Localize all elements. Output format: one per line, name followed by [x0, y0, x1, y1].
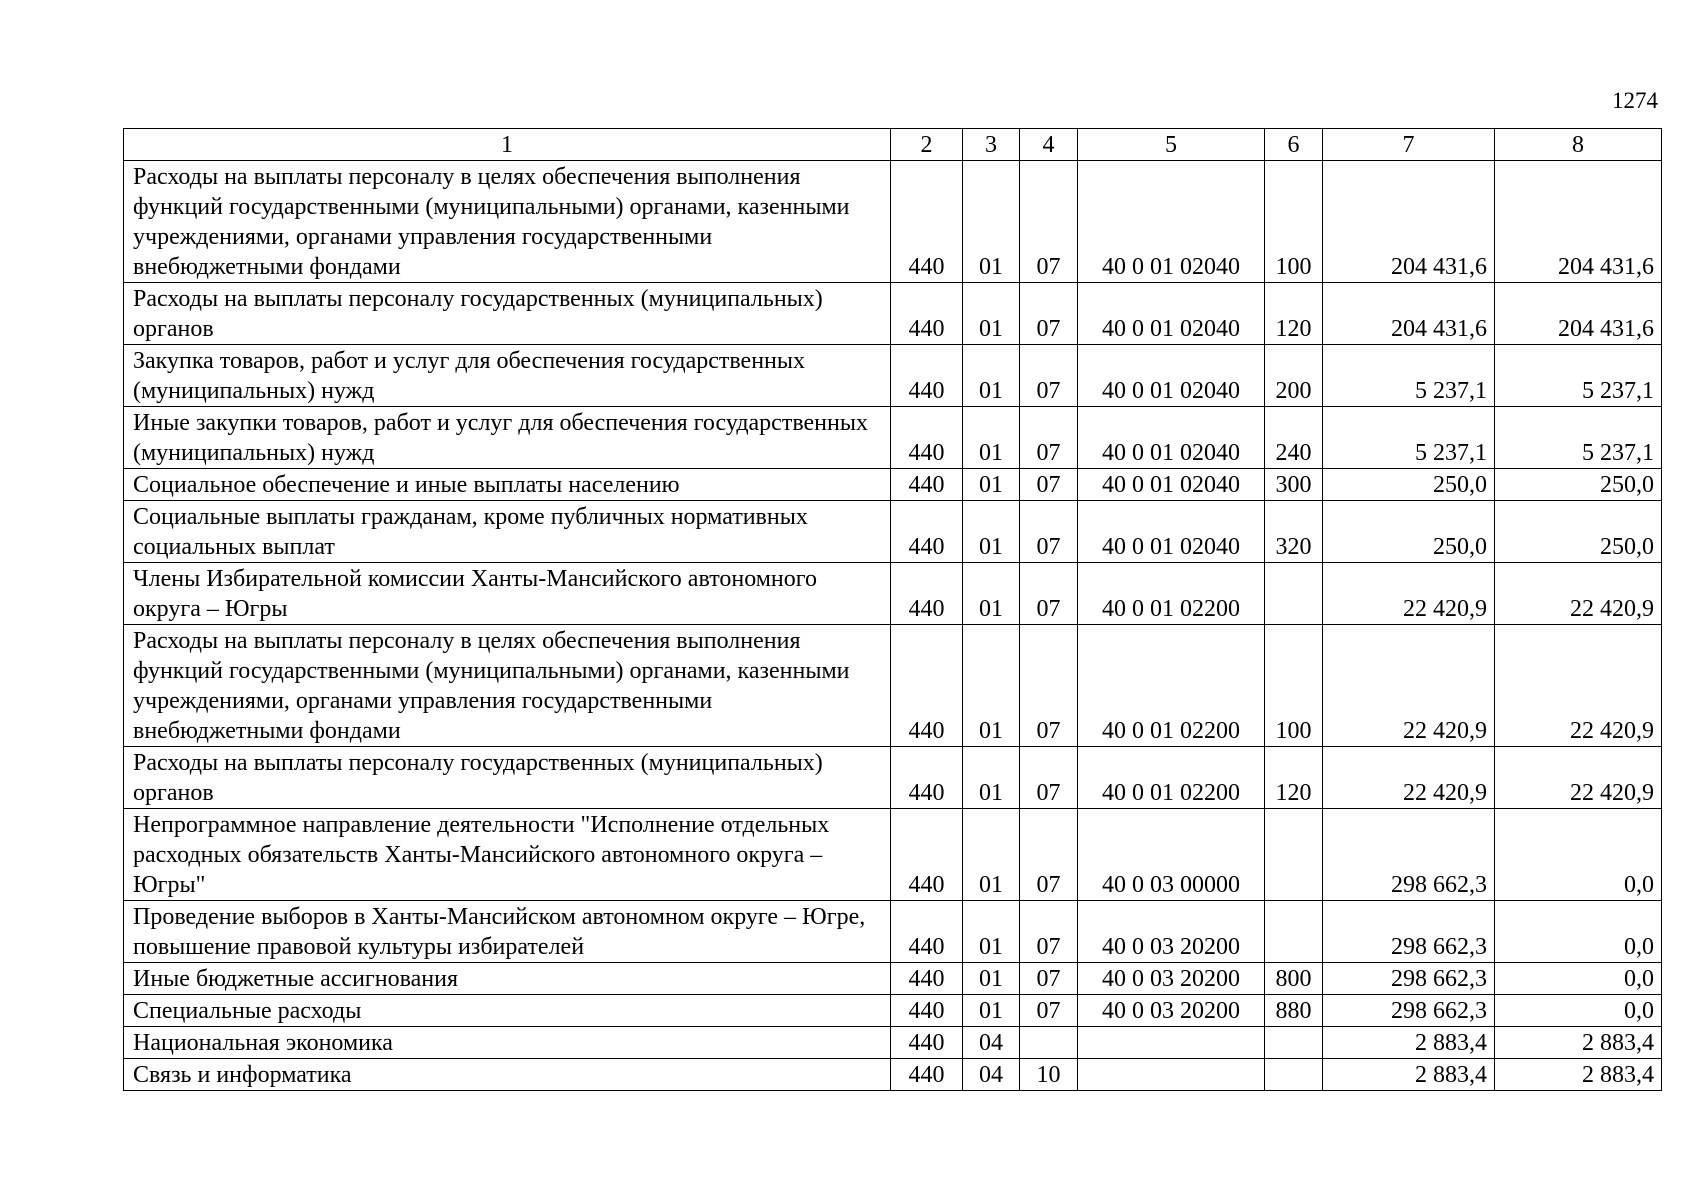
subsection-code-cell: 07: [1020, 345, 1078, 407]
subsection-code-cell: 07: [1020, 563, 1078, 625]
expense-type-cell: 100: [1265, 161, 1323, 283]
ministry-code-cell: 440: [891, 345, 963, 407]
column-header: 4: [1020, 129, 1078, 161]
table-row: [124, 963, 1662, 995]
target-article-cell: [1078, 1059, 1265, 1091]
table-row: [124, 407, 1662, 469]
row-name-cell: Расходы на выплаты персоналу в целях обеспечения выполнения функций государственными (муниципальными) органами, казенными учреждениями, органами управления государственными внебюджетными фондами: [124, 625, 891, 747]
row-name-cell: Члены Избирательной комиссии Ханты-Мансийского автономного округа – Югры: [124, 563, 891, 625]
amount-col7-cell: 298 662,3: [1323, 901, 1495, 963]
subsection-code-cell: 07: [1020, 995, 1078, 1027]
amount-col7-cell: 2 883,4: [1323, 1027, 1495, 1059]
expense-type-cell: [1265, 809, 1323, 901]
amount-col7-cell: 298 662,3: [1323, 963, 1495, 995]
section-code-cell: 04: [963, 1059, 1020, 1091]
section-code-cell: 01: [963, 963, 1020, 995]
subsection-code-cell: 07: [1020, 901, 1078, 963]
ministry-code-cell: 440: [891, 563, 963, 625]
ministry-code-cell: 440: [891, 747, 963, 809]
amount-col7-cell: 5 237,1: [1323, 345, 1495, 407]
table-row: [124, 809, 1662, 901]
target-article-cell: 40 0 01 02200: [1078, 563, 1265, 625]
column-header: 6: [1265, 129, 1323, 161]
section-code-cell: 01: [963, 407, 1020, 469]
amount-col7-cell: 22 420,9: [1323, 747, 1495, 809]
subsection-code-cell: 07: [1020, 625, 1078, 747]
amount-col8-cell: 2 883,4: [1495, 1027, 1662, 1059]
section-code-cell: 01: [963, 901, 1020, 963]
table-row: [124, 563, 1662, 625]
subsection-code-cell: [1020, 1027, 1078, 1059]
amount-col7-cell: 22 420,9: [1323, 563, 1495, 625]
subsection-code-cell: 07: [1020, 963, 1078, 995]
amount-col8-cell: 204 431,6: [1495, 161, 1662, 283]
amount-col7-cell: 204 431,6: [1323, 161, 1495, 283]
amount-col8-cell: 0,0: [1495, 995, 1662, 1027]
ministry-code-cell: 440: [891, 901, 963, 963]
table-row: [124, 345, 1662, 407]
section-code-cell: 01: [963, 625, 1020, 747]
table-row: [124, 625, 1662, 747]
row-name-cell: Специальные расходы: [124, 995, 891, 1027]
column-header: 8: [1495, 129, 1662, 161]
ministry-code-cell: 440: [891, 995, 963, 1027]
table-row: [124, 161, 1662, 283]
section-code-cell: 01: [963, 345, 1020, 407]
row-name-cell: Иные бюджетные ассигнования: [124, 963, 891, 995]
target-article-cell: 40 0 01 02040: [1078, 469, 1265, 501]
budget-table: [123, 128, 1662, 1091]
expense-type-cell: [1265, 563, 1323, 625]
ministry-code-cell: 440: [891, 963, 963, 995]
section-code-cell: 01: [963, 563, 1020, 625]
expense-type-cell: [1265, 901, 1323, 963]
target-article-cell: 40 0 03 20200: [1078, 963, 1265, 995]
expense-type-cell: 880: [1265, 995, 1323, 1027]
column-header: 2: [891, 129, 963, 161]
amount-col8-cell: 0,0: [1495, 809, 1662, 901]
row-name-cell: Национальная экономика: [124, 1027, 891, 1059]
table-row: [124, 469, 1662, 501]
expense-type-cell: [1265, 1027, 1323, 1059]
target-article-cell: 40 0 01 02040: [1078, 161, 1265, 283]
ministry-code-cell: 440: [891, 1027, 963, 1059]
expense-type-cell: 120: [1265, 747, 1323, 809]
ministry-code-cell: 440: [891, 161, 963, 283]
table-row: [124, 1059, 1662, 1091]
row-name-cell: Непрограммное направление деятельности "Исполнение отдельных расходных обязательств Ханты-Мансийского автономного округа – Югры": [124, 809, 891, 901]
expense-type-cell: 800: [1265, 963, 1323, 995]
row-name-cell: Иные закупки товаров, работ и услуг для обеспечения государственных (муниципальных) нужд: [124, 407, 891, 469]
ministry-code-cell: 440: [891, 407, 963, 469]
amount-col8-cell: 5 237,1: [1495, 407, 1662, 469]
target-article-cell: [1078, 1027, 1265, 1059]
target-article-cell: 40 0 01 02200: [1078, 625, 1265, 747]
target-article-cell: 40 0 01 02040: [1078, 283, 1265, 345]
subsection-code-cell: 07: [1020, 809, 1078, 901]
target-article-cell: 40 0 03 20200: [1078, 995, 1265, 1027]
amount-col8-cell: 0,0: [1495, 901, 1662, 963]
expense-type-cell: 120: [1265, 283, 1323, 345]
subsection-code-cell: 07: [1020, 161, 1078, 283]
amount-col7-cell: 204 431,6: [1323, 283, 1495, 345]
expense-type-cell: 300: [1265, 469, 1323, 501]
amount-col7-cell: 22 420,9: [1323, 625, 1495, 747]
row-name-cell: Расходы на выплаты персоналу государственных (муниципальных) органов: [124, 283, 891, 345]
column-header: 1: [124, 129, 891, 161]
column-header: 7: [1323, 129, 1495, 161]
ministry-code-cell: 440: [891, 501, 963, 563]
table-row: [124, 901, 1662, 963]
amount-col8-cell: 22 420,9: [1495, 747, 1662, 809]
section-code-cell: 01: [963, 995, 1020, 1027]
ministry-code-cell: 440: [891, 1059, 963, 1091]
page-number: 1274: [1612, 88, 1658, 113]
ministry-code-cell: 440: [891, 809, 963, 901]
amount-col7-cell: 2 883,4: [1323, 1059, 1495, 1091]
table-row: [124, 995, 1662, 1027]
table-row: [124, 1027, 1662, 1059]
subsection-code-cell: 07: [1020, 501, 1078, 563]
target-article-cell: 40 0 01 02040: [1078, 407, 1265, 469]
subsection-code-cell: 07: [1020, 407, 1078, 469]
row-name-cell: Проведение выборов в Ханты-Мансийском автономном округе – Югре, повышение правовой культуры избирателей: [124, 901, 891, 963]
target-article-cell: 40 0 01 02040: [1078, 501, 1265, 563]
amount-col8-cell: 204 431,6: [1495, 283, 1662, 345]
row-name-cell: Расходы на выплаты персоналу государственных (муниципальных) органов: [124, 747, 891, 809]
header-row: [124, 129, 1662, 161]
section-code-cell: 01: [963, 283, 1020, 345]
row-name-cell: Расходы на выплаты персоналу в целях обеспечения выполнения функций государственными (муниципальными) органами, казенными учреждениями, органами управления государственными внебюджетными фондами: [124, 161, 891, 283]
target-article-cell: 40 0 01 02040: [1078, 345, 1265, 407]
column-header: 3: [963, 129, 1020, 161]
section-code-cell: 01: [963, 469, 1020, 501]
amount-col7-cell: 298 662,3: [1323, 809, 1495, 901]
ministry-code-cell: 440: [891, 625, 963, 747]
table-body: [124, 161, 1662, 1091]
section-code-cell: 01: [963, 161, 1020, 283]
target-article-cell: 40 0 03 00000: [1078, 809, 1265, 901]
target-article-cell: 40 0 01 02200: [1078, 747, 1265, 809]
section-code-cell: 01: [963, 809, 1020, 901]
amount-col8-cell: 0,0: [1495, 963, 1662, 995]
ministry-code-cell: 440: [891, 283, 963, 345]
expense-type-cell: 240: [1265, 407, 1323, 469]
amount-col7-cell: 5 237,1: [1323, 407, 1495, 469]
subsection-code-cell: 10: [1020, 1059, 1078, 1091]
row-name-cell: Социальное обеспечение и иные выплаты населению: [124, 469, 891, 501]
amount-col8-cell: 250,0: [1495, 501, 1662, 563]
subsection-code-cell: 07: [1020, 469, 1078, 501]
subsection-code-cell: 07: [1020, 747, 1078, 809]
section-code-cell: 04: [963, 1027, 1020, 1059]
amount-col8-cell: 2 883,4: [1495, 1059, 1662, 1091]
amount-col7-cell: 250,0: [1323, 469, 1495, 501]
section-code-cell: 01: [963, 747, 1020, 809]
section-code-cell: 01: [963, 501, 1020, 563]
table-row: [124, 283, 1662, 345]
amount-col8-cell: 22 420,9: [1495, 625, 1662, 747]
ministry-code-cell: 440: [891, 469, 963, 501]
expense-type-cell: 100: [1265, 625, 1323, 747]
amount-col8-cell: 22 420,9: [1495, 563, 1662, 625]
amount-col7-cell: 298 662,3: [1323, 995, 1495, 1027]
expense-type-cell: [1265, 1059, 1323, 1091]
expense-type-cell: 200: [1265, 345, 1323, 407]
amount-col8-cell: 250,0: [1495, 469, 1662, 501]
row-name-cell: Закупка товаров, работ и услуг для обеспечения государственных (муниципальных) нужд: [124, 345, 891, 407]
table-row: [124, 747, 1662, 809]
subsection-code-cell: 07: [1020, 283, 1078, 345]
expense-type-cell: 320: [1265, 501, 1323, 563]
column-header: 5: [1078, 129, 1265, 161]
row-name-cell: Связь и информатика: [124, 1059, 891, 1091]
target-article-cell: 40 0 03 20200: [1078, 901, 1265, 963]
amount-col8-cell: 5 237,1: [1495, 345, 1662, 407]
amount-col7-cell: 250,0: [1323, 501, 1495, 563]
row-name-cell: Социальные выплаты гражданам, кроме публичных нормативных социальных выплат: [124, 501, 891, 563]
table-row: [124, 501, 1662, 563]
